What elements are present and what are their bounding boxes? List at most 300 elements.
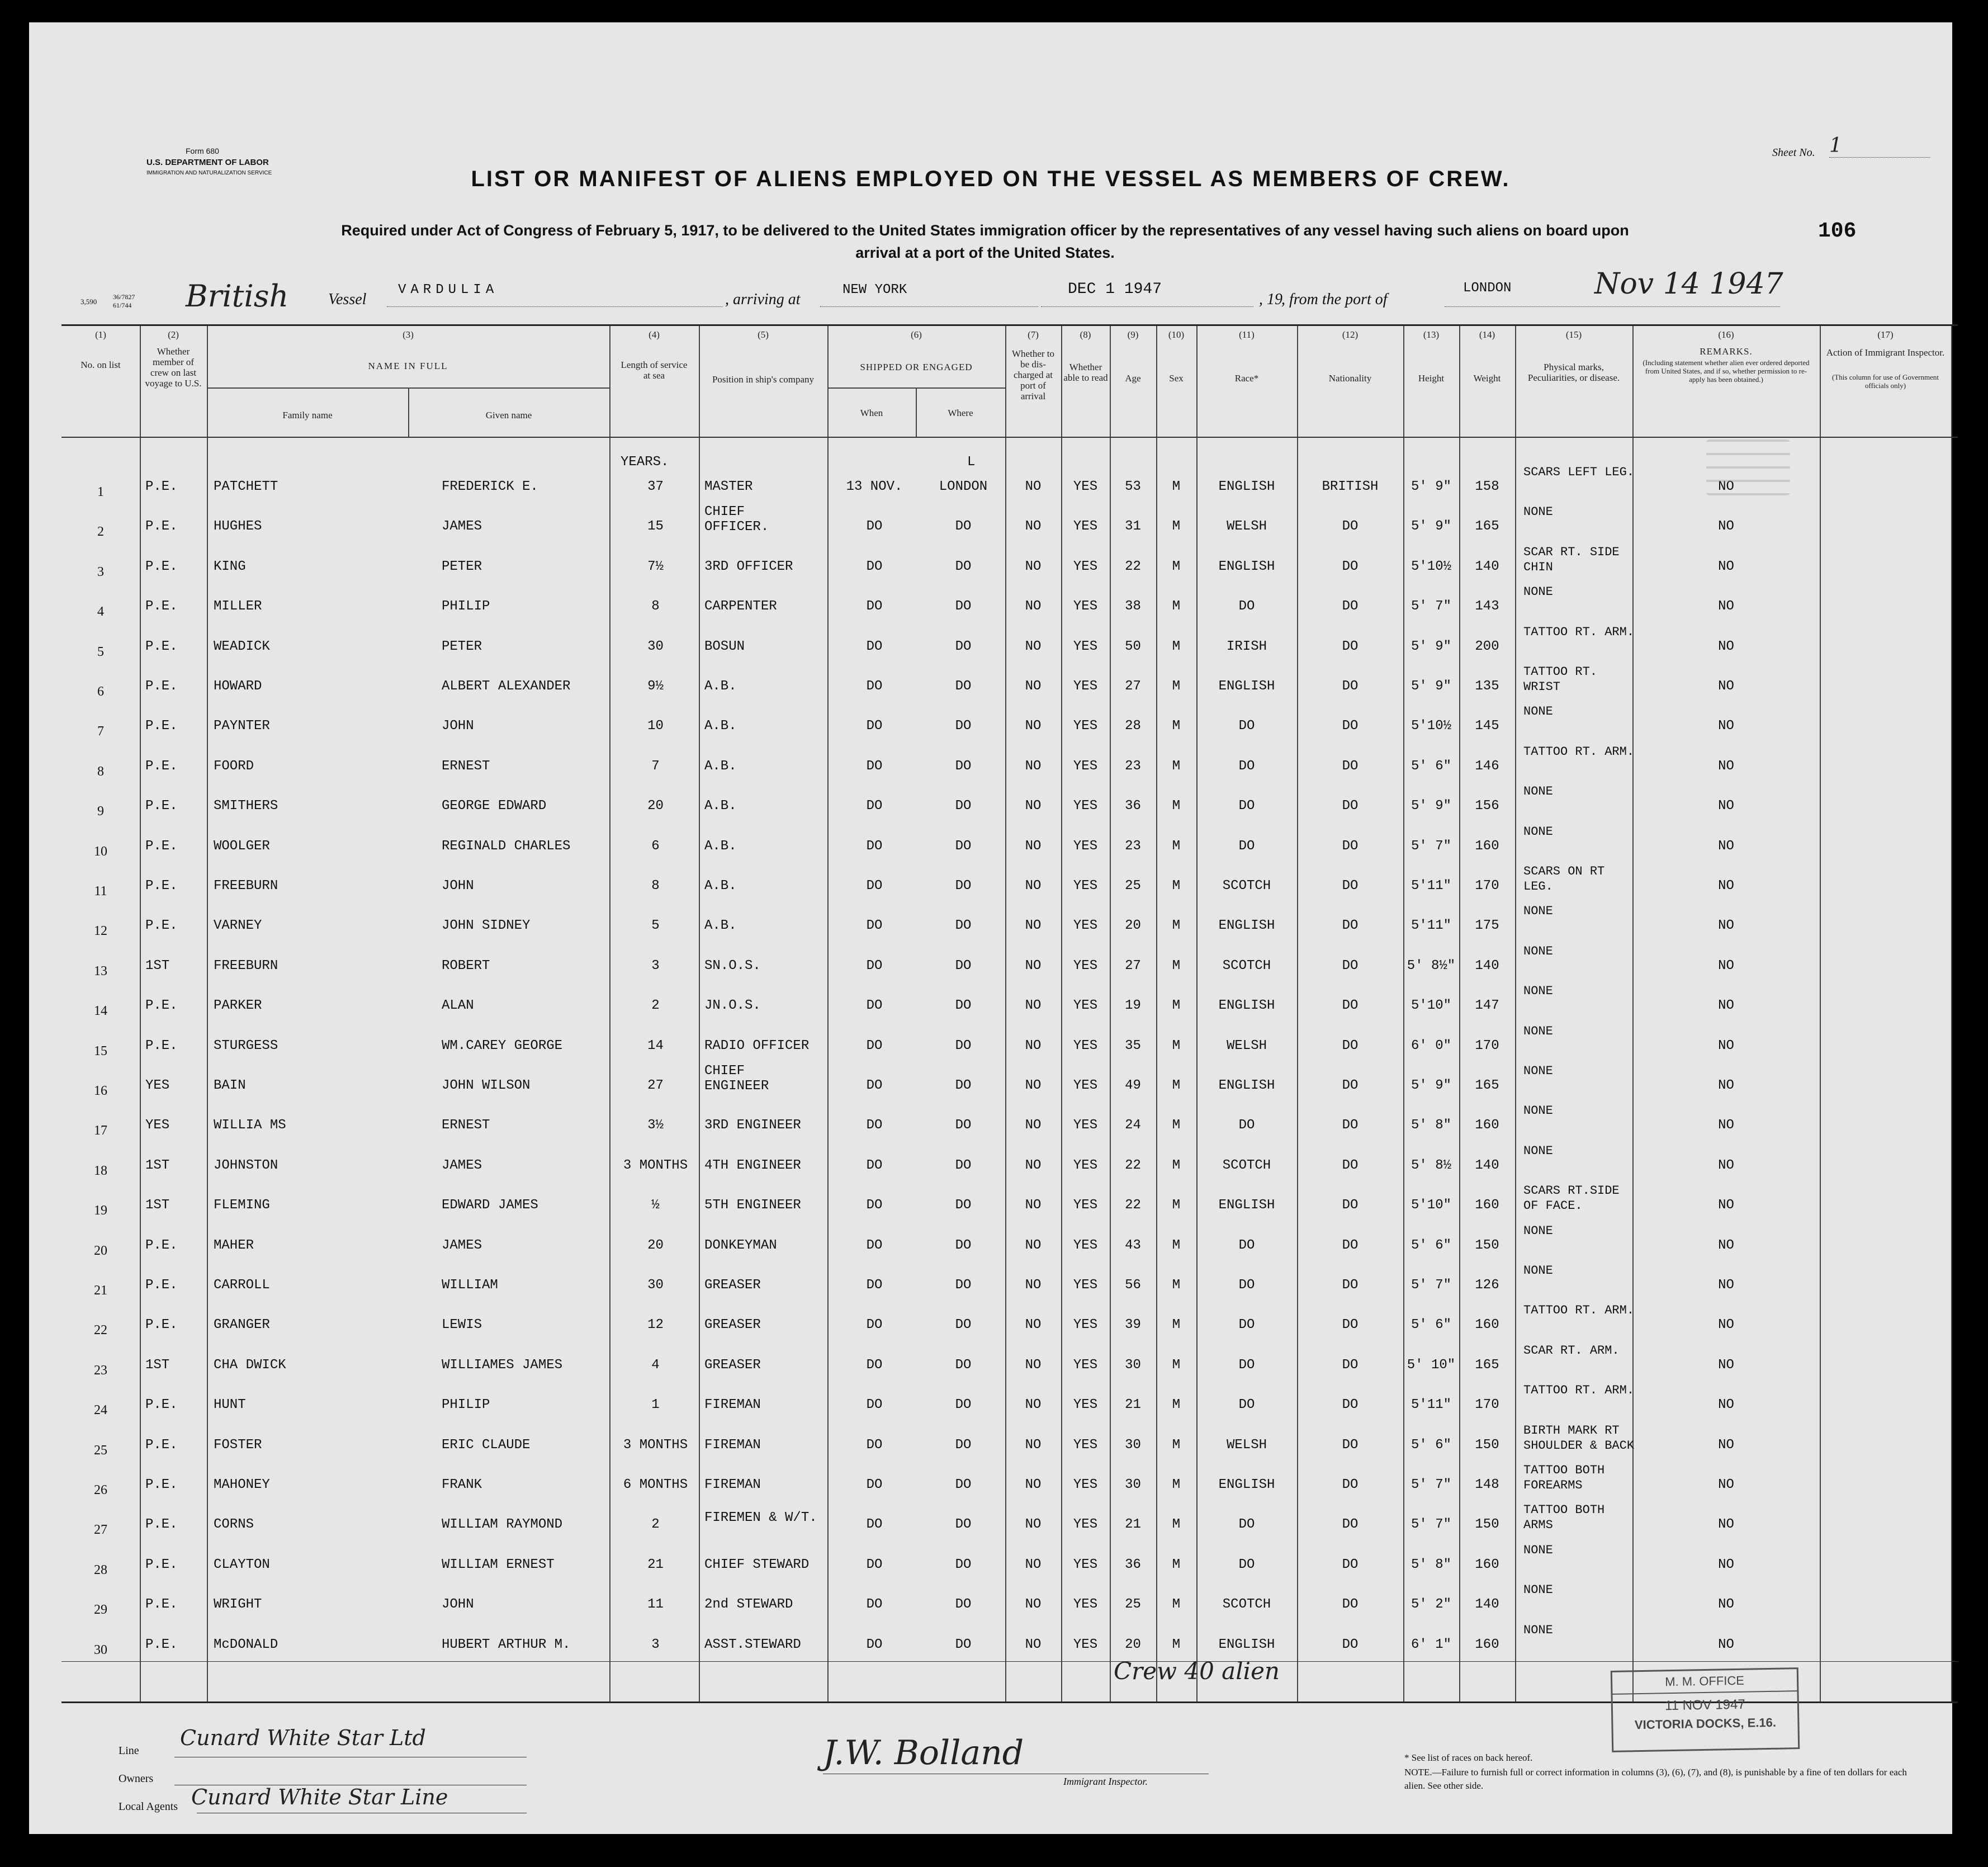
- cell-no: 4: [97, 604, 104, 620]
- cell-when: DO: [866, 998, 883, 1014]
- cell-nat: DO: [1342, 1597, 1359, 1613]
- cell-disch: NO: [1025, 1198, 1042, 1213]
- cell-height: 5' 7": [1410, 599, 1451, 615]
- cell-where: DO: [955, 519, 972, 535]
- cell-when: DO: [866, 519, 883, 535]
- cell-position: GREASER: [704, 1317, 761, 1333]
- cell-weight: 160: [1475, 1118, 1499, 1133]
- cell-remarks: NO: [1718, 1118, 1734, 1133]
- cell-service: 30: [647, 639, 664, 654]
- cell-where: DO: [955, 1637, 972, 1652]
- cell-service: 27: [647, 1078, 664, 1093]
- cell-given: JOHN SIDNEY: [442, 918, 531, 934]
- cell-where: DO: [955, 1317, 972, 1333]
- cell-height: 5'10½: [1410, 559, 1451, 574]
- cell-member: P.E.: [145, 559, 178, 574]
- cell-marks: NONE: [1523, 705, 1553, 719]
- table-row: [61, 1303, 1958, 1350]
- vessel-name: VARDULIA: [398, 282, 499, 297]
- cell-service: 30: [647, 1278, 664, 1293]
- cell-nat: DO: [1342, 1237, 1359, 1253]
- heading-nationality: Nationality: [1328, 373, 1372, 384]
- cell-weight: 140: [1475, 958, 1499, 973]
- cell-family: HUGHES: [214, 519, 262, 535]
- cell-when: DO: [866, 719, 883, 734]
- cell-nat: DO: [1342, 918, 1359, 934]
- cell-member: YES: [145, 1118, 170, 1133]
- cell-age: 28: [1125, 719, 1141, 734]
- cell-height: 5' 9": [1410, 519, 1451, 535]
- vessel-flag-handwritten: British: [186, 278, 289, 314]
- table-row: [61, 1583, 1958, 1630]
- col-number-14: (14): [1479, 329, 1495, 340]
- cell-nat: DO: [1342, 798, 1359, 814]
- cell-race: ENGLISH: [1218, 998, 1275, 1014]
- cell-where: DO: [955, 679, 972, 694]
- cell-age: 25: [1125, 878, 1141, 894]
- table-row: [61, 705, 1958, 751]
- cell-where: DO: [955, 1597, 972, 1613]
- cell-race: ENGLISH: [1218, 1198, 1275, 1213]
- cell-member: P.E.: [145, 1557, 178, 1572]
- inspector-label: Immigrant Inspector.: [1063, 1776, 1148, 1787]
- cell-no: 7: [97, 724, 104, 739]
- cell-disch: NO: [1025, 1637, 1042, 1652]
- cell-remarks: NO: [1718, 519, 1734, 535]
- col-number-2: (2): [168, 329, 179, 340]
- cell-where: DO: [955, 599, 972, 615]
- cell-marks: NONE: [1523, 944, 1553, 958]
- col-number-6: (6): [911, 329, 922, 340]
- cell-weight: 148: [1475, 1477, 1499, 1492]
- cell-marks: NONE: [1523, 1583, 1553, 1597]
- cell-race: DO: [1238, 719, 1255, 734]
- cell-where: DO: [955, 878, 972, 894]
- cell-remarks: NO: [1718, 1157, 1734, 1173]
- cell-when: DO: [866, 838, 883, 854]
- cell-remarks: NO: [1718, 1278, 1734, 1293]
- crew-table: [61, 324, 1958, 1703]
- cell-given: WILLIAM RAYMOND: [442, 1517, 563, 1533]
- cell-height: 6' 1": [1410, 1637, 1451, 1652]
- cell-marks: NONE: [1523, 1104, 1553, 1118]
- cell-position: 4TH ENGINEER: [704, 1157, 801, 1173]
- cell-no: 10: [94, 844, 107, 859]
- cell-read: YES: [1073, 918, 1098, 934]
- cell-member: 1ST: [145, 1357, 170, 1373]
- cell-where: DO: [955, 719, 972, 734]
- col-number-15: (15): [1565, 329, 1582, 340]
- cell-nat: DO: [1342, 1437, 1359, 1453]
- cell-when: DO: [866, 1118, 883, 1133]
- cell-position: FIREMEN & W/T.: [704, 1510, 817, 1526]
- cell-when: DO: [866, 1157, 883, 1173]
- cell-read: YES: [1073, 1278, 1098, 1293]
- cell-height: 5' 9": [1410, 679, 1451, 694]
- cell-member: P.E.: [145, 1597, 178, 1613]
- cell-disch: NO: [1025, 1357, 1042, 1373]
- heading-length-of-service: Length of service at sea: [621, 360, 688, 381]
- cell-position: CHIEF ENGINEER: [704, 1064, 769, 1094]
- cell-no: 12: [94, 924, 107, 939]
- cell-disch: NO: [1025, 1078, 1042, 1093]
- cell-read: YES: [1073, 1237, 1098, 1253]
- cell-position: DONKEYMAN: [704, 1237, 777, 1253]
- cell-when: DO: [866, 1517, 883, 1533]
- col-number-12: (12): [1342, 329, 1359, 340]
- heading-name-in-full: NAME IN FULL: [368, 361, 448, 371]
- col-number-5: (5): [758, 329, 769, 340]
- cell-race: ENGLISH: [1218, 559, 1275, 574]
- table-row: [61, 1423, 1958, 1471]
- cell-race: DO: [1238, 798, 1255, 814]
- col-number-3: (3): [403, 329, 414, 340]
- col-number-13: (13): [1423, 329, 1440, 340]
- years-label: YEARS.: [621, 455, 669, 470]
- cell-race: ENGLISH: [1218, 1637, 1275, 1652]
- cell-age: 53: [1125, 479, 1141, 494]
- col-number-7: (7): [1028, 329, 1039, 340]
- cell-member: P.E.: [145, 1317, 178, 1333]
- cell-remarks: NO: [1718, 798, 1734, 814]
- cell-race: DO: [1238, 1557, 1255, 1572]
- cell-service: 6 MONTHS: [623, 1477, 688, 1492]
- cell-nat: DO: [1342, 758, 1359, 774]
- reel-reference: 3,590: [81, 297, 97, 306]
- cell-given: JOHN: [442, 878, 474, 894]
- cell-nat: DO: [1342, 838, 1359, 854]
- cell-no: 27: [94, 1523, 107, 1538]
- cell-service: 11: [647, 1597, 664, 1613]
- year-label: , 19: [1259, 291, 1282, 308]
- penalty-note: NOTE.—Failure to furnish full or correct information in columns (3), (6), (7), and (8), is punishable by a fine of ten dollars for each alien. See other side.: [1404, 1767, 1907, 1791]
- cell-given: PHILIP: [442, 1397, 490, 1413]
- cell-marks: TATTOO RT. ARM.: [1523, 625, 1635, 639]
- table-row: [61, 1143, 1958, 1191]
- cell-disch: NO: [1025, 1517, 1042, 1533]
- cell-family: BAIN: [214, 1078, 246, 1093]
- cell-age: 38: [1125, 599, 1141, 615]
- cell-weight: 160: [1475, 1557, 1499, 1572]
- cell-height: 5'11": [1410, 878, 1451, 894]
- cell-sex: M: [1172, 599, 1181, 615]
- cell-height: 5' 7": [1410, 838, 1451, 854]
- cell-given: PETER: [442, 559, 482, 574]
- cell-member: P.E.: [145, 1038, 178, 1053]
- cell-nat: DO: [1342, 1477, 1359, 1492]
- cell-weight: 175: [1475, 918, 1499, 934]
- cell-position: A.B.: [704, 838, 737, 854]
- cell-service: 3 MONTHS: [623, 1437, 688, 1453]
- cell-age: 23: [1125, 838, 1141, 854]
- cell-family: FLEMING: [214, 1198, 270, 1213]
- cell-marks: SCARS ON RT LEG.: [1523, 864, 1605, 894]
- table-row: [61, 545, 1958, 592]
- cell-age: 20: [1125, 918, 1141, 934]
- heading-action-note: (This column for use of Government officials only): [1832, 373, 1939, 390]
- cell-no: 17: [94, 1123, 107, 1138]
- cell-member: P.E.: [145, 838, 178, 854]
- cell-sex: M: [1172, 719, 1181, 734]
- cell-marks: NONE: [1523, 784, 1553, 799]
- cell-member: P.E.: [145, 998, 178, 1014]
- cell-where: DO: [955, 1477, 972, 1492]
- cell-race: WELSH: [1226, 1437, 1267, 1453]
- cell-given: JOHN: [442, 719, 474, 734]
- cell-disch: NO: [1025, 1397, 1042, 1413]
- cell-where: DO: [955, 1397, 972, 1413]
- cell-marks: NONE: [1523, 904, 1553, 919]
- cell-given: JAMES: [442, 519, 482, 535]
- cell-read: YES: [1073, 758, 1098, 774]
- departure-port: LONDON: [1463, 281, 1512, 296]
- cell-disch: NO: [1025, 479, 1042, 494]
- cell-member: P.E.: [145, 918, 178, 934]
- cell-no: 21: [94, 1283, 107, 1298]
- cell-where: DO: [955, 1157, 972, 1173]
- cell-disch: NO: [1025, 878, 1042, 894]
- arriving-label: , arriving at: [725, 291, 801, 308]
- cell-weight: 145: [1475, 719, 1499, 734]
- table-row: [61, 824, 1958, 872]
- cell-sex: M: [1172, 758, 1181, 774]
- cell-service: 20: [647, 798, 664, 814]
- cell-service: 12: [647, 1317, 664, 1333]
- cell-service: 6: [651, 838, 660, 854]
- cell-nat: DO: [1342, 639, 1359, 654]
- cell-nat: DO: [1342, 1157, 1359, 1173]
- cell-when: DO: [866, 1198, 883, 1213]
- cell-disch: NO: [1025, 1437, 1042, 1453]
- cell-weight: 140: [1475, 559, 1499, 574]
- cell-given: ROBERT: [442, 958, 490, 973]
- cell-sex: M: [1172, 1237, 1181, 1253]
- cell-given: FREDERICK E.: [442, 479, 538, 494]
- cell-where: DO: [955, 838, 972, 854]
- cell-family: WOOLGER: [214, 838, 270, 854]
- cell-disch: NO: [1025, 758, 1042, 774]
- cell-weight: 126: [1475, 1278, 1499, 1293]
- cell-read: YES: [1073, 958, 1098, 973]
- cell-marks: NONE: [1523, 1143, 1553, 1158]
- cell-read: YES: [1073, 1198, 1098, 1213]
- cell-given: LEWIS: [442, 1317, 482, 1333]
- cell-service: 5: [651, 918, 660, 934]
- cell-member: P.E.: [145, 719, 178, 734]
- cell-marks: NONE: [1523, 585, 1553, 599]
- heading-height: Height: [1418, 373, 1445, 384]
- cell-weight: 143: [1475, 599, 1499, 615]
- cell-when: DO: [866, 1397, 883, 1413]
- inspector-signature: J.W. Bolland: [823, 1733, 1024, 1773]
- cell-remarks: NO: [1718, 599, 1734, 615]
- cell-position: A.B.: [704, 719, 737, 734]
- heading-given-name: Given name: [485, 410, 532, 420]
- table-row: [61, 585, 1958, 632]
- cell-disch: NO: [1025, 519, 1042, 535]
- cell-given: GEORGE EDWARD: [442, 798, 547, 814]
- cell-no: 22: [94, 1323, 107, 1338]
- cell-weight: 170: [1475, 1397, 1499, 1413]
- cell-read: YES: [1073, 479, 1098, 494]
- reel-reference-2: 36/7827 61/744: [113, 293, 135, 309]
- cell-position: A.B.: [704, 798, 737, 814]
- cell-height: 5'11": [1410, 1397, 1451, 1413]
- cell-race: DO: [1238, 1237, 1255, 1253]
- cell-given: JOHN: [442, 1597, 474, 1613]
- cell-height: 5' 6": [1410, 1437, 1451, 1453]
- cell-read: YES: [1073, 798, 1098, 814]
- cell-family: WEADICK: [214, 639, 270, 654]
- cell-no: 6: [97, 684, 104, 699]
- cell-position: CARPENTER: [704, 599, 777, 615]
- cell-disch: NO: [1025, 719, 1042, 734]
- cell-given: WILLIAM: [442, 1278, 498, 1293]
- cell-when: DO: [866, 1597, 883, 1613]
- cell-remarks: NO: [1718, 758, 1734, 774]
- office-stamp: [1611, 1667, 1800, 1752]
- cell-disch: NO: [1025, 559, 1042, 574]
- table-row: [61, 625, 1958, 672]
- cell-sex: M: [1172, 918, 1181, 934]
- cell-race: DO: [1238, 599, 1255, 615]
- cell-nat: DO: [1342, 1278, 1359, 1293]
- cell-sex: M: [1172, 958, 1181, 973]
- cell-weight: 165: [1475, 1078, 1499, 1093]
- cell-height: 5' 8": [1410, 1557, 1451, 1572]
- cell-marks: TATTOO BOTH FOREARMS: [1523, 1463, 1605, 1492]
- cell-where: DO: [955, 1038, 972, 1053]
- cell-height: 5' 10": [1407, 1357, 1456, 1373]
- cell-member: 1ST: [145, 1157, 170, 1173]
- cell-when: DO: [866, 1437, 883, 1453]
- cell-when: DO: [866, 1237, 883, 1253]
- cell-where: DO: [955, 1278, 972, 1293]
- cell-disch: NO: [1025, 1597, 1042, 1613]
- cell-when: DO: [866, 798, 883, 814]
- cell-where: DO: [955, 758, 972, 774]
- cell-race: SCOTCH: [1222, 1597, 1271, 1613]
- cell-nat: DO: [1342, 1397, 1359, 1413]
- cell-height: 5' 8½": [1407, 958, 1456, 973]
- cell-read: YES: [1073, 1477, 1098, 1492]
- cell-nat: DO: [1342, 679, 1359, 694]
- cell-given: ALBERT ALEXANDER: [442, 679, 571, 694]
- where-mark: L: [967, 455, 976, 470]
- cell-marks: NONE: [1523, 1223, 1553, 1238]
- cell-read: YES: [1073, 1078, 1098, 1093]
- cell-disch: NO: [1025, 798, 1042, 814]
- cell-member: P.E.: [145, 758, 178, 774]
- cell-age: 23: [1125, 758, 1141, 774]
- cell-where: DO: [955, 918, 972, 934]
- cell-race: ENGLISH: [1218, 679, 1275, 694]
- cell-weight: 165: [1475, 1357, 1499, 1373]
- cell-no: 8: [97, 764, 104, 779]
- cell-position: A.B.: [704, 679, 737, 694]
- page-title: LIST OR MANIFEST OF ALIENS EMPLOYED ON THE VESSEL AS MEMBERS OF CREW.: [471, 167, 1511, 191]
- cell-no: 29: [94, 1603, 107, 1618]
- cell-race: SCOTCH: [1222, 878, 1271, 894]
- table-row: [61, 1503, 1958, 1550]
- cell-race: ENGLISH: [1218, 479, 1275, 494]
- cell-remarks: NO: [1718, 1477, 1734, 1492]
- cell-disch: NO: [1025, 679, 1042, 694]
- cell-family: FOORD: [214, 758, 254, 774]
- cell-marks: NONE: [1523, 1064, 1553, 1078]
- cell-family: MAHER: [214, 1237, 254, 1253]
- cell-age: 36: [1125, 798, 1141, 814]
- cell-height: 5' 7": [1410, 1517, 1451, 1533]
- cell-when: DO: [866, 1357, 883, 1373]
- heading-member-last-voyage: Whether member of crew on last voyage to U.S.: [145, 346, 202, 389]
- cell-position: GREASER: [704, 1357, 761, 1373]
- cell-no: 1: [97, 485, 104, 499]
- cell-height: 6' 0": [1410, 1038, 1451, 1053]
- form-number: Form 680: [186, 146, 219, 155]
- heading-sex: Sex: [1169, 373, 1184, 384]
- cell-remarks: NO: [1718, 1237, 1734, 1253]
- cell-weight: 160: [1475, 1317, 1499, 1333]
- cell-age: 30: [1125, 1437, 1141, 1453]
- cell-service: 8: [651, 878, 660, 894]
- line-label: Line: [119, 1745, 139, 1757]
- cell-marks: SCARS LEFT LEG.: [1523, 465, 1635, 479]
- heading-where: Where: [948, 408, 973, 418]
- department-name: U.S. DEPARTMENT OF LABOR: [146, 158, 269, 167]
- cell-sex: M: [1172, 1437, 1181, 1453]
- cell-height: 5' 8½: [1410, 1157, 1451, 1173]
- cell-service: 20: [647, 1237, 664, 1253]
- cell-where: DO: [955, 1517, 972, 1533]
- cell-when: DO: [866, 1038, 883, 1053]
- cell-given: WILLIAMES JAMES: [442, 1357, 563, 1373]
- cell-weight: 160: [1475, 838, 1499, 854]
- cell-read: YES: [1073, 998, 1098, 1014]
- cell-weight: 135: [1475, 679, 1499, 694]
- cell-disch: NO: [1025, 838, 1042, 854]
- cell-family: WRIGHT: [214, 1597, 262, 1613]
- cell-nat: DO: [1342, 519, 1359, 535]
- owners-label: Owners: [119, 1773, 154, 1785]
- cell-remarks: NO: [1718, 1517, 1734, 1533]
- cell-marks: BIRTH MARK RT SHOULDER & BACK: [1523, 1423, 1635, 1453]
- cell-read: YES: [1073, 719, 1098, 734]
- cell-race: DO: [1238, 838, 1255, 854]
- cell-member: P.E.: [145, 1237, 178, 1253]
- cell-remarks: NO: [1718, 878, 1734, 894]
- cell-when: DO: [866, 878, 883, 894]
- cell-sex: M: [1172, 1477, 1181, 1492]
- cell-where: DO: [955, 1437, 972, 1453]
- cell-position: BOSUN: [704, 639, 745, 654]
- cell-remarks: NO: [1718, 1557, 1734, 1572]
- heading-remarks-note: (Including statement whether alien ever ordered deported from United States, and if so, whether permission to re-apply has been obtained.): [1643, 358, 1810, 384]
- cell-marks: SCAR RT. ARM.: [1523, 1343, 1620, 1358]
- cell-weight: 170: [1475, 1038, 1499, 1053]
- cell-family: PAYNTER: [214, 719, 270, 734]
- cell-remarks: NO: [1718, 1357, 1734, 1373]
- vessel-label: Vessel: [328, 291, 367, 308]
- cell-race: DO: [1238, 1118, 1255, 1133]
- cell-marks: NONE: [1523, 984, 1553, 999]
- cell-service: 3½: [647, 1118, 664, 1133]
- cell-service: 8: [651, 599, 660, 615]
- table-row: [61, 1184, 1958, 1231]
- cell-when: DO: [866, 1557, 883, 1572]
- cell-weight: 165: [1475, 519, 1499, 535]
- cell-where: DO: [955, 1357, 972, 1373]
